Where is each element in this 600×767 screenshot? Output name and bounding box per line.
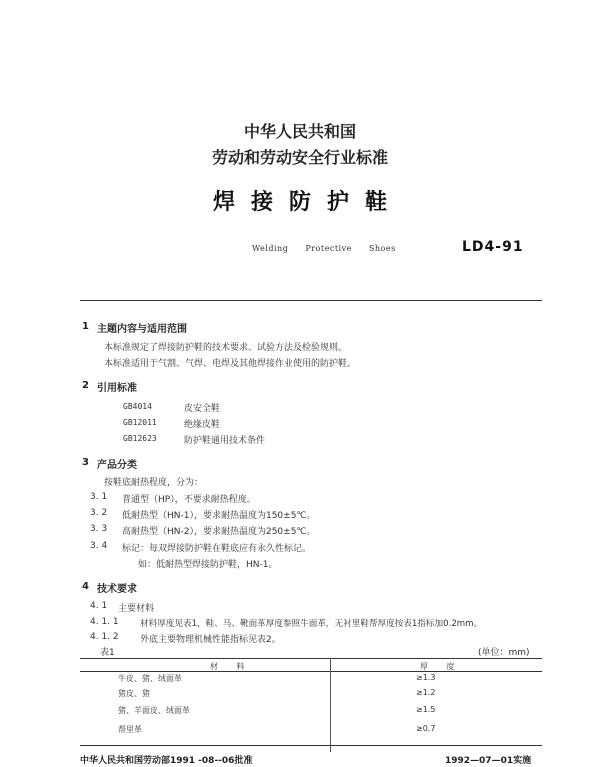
item-number: 3. 1 xyxy=(90,492,108,502)
section-2-heading: 引用标准 xyxy=(97,383,137,394)
title-line-1: 中华人民共和国 xyxy=(243,122,356,141)
section-3-number: 3 xyxy=(82,457,89,468)
section-1-heading: 主题内容与适用范围 xyxy=(97,324,187,335)
table-cell-thickness: ≥1.3 xyxy=(416,673,436,682)
ref-name: 绝缘皮鞋 xyxy=(184,420,221,430)
section-2-number: 2 xyxy=(82,380,89,391)
item-number: 4. 1. 1 xyxy=(90,617,119,627)
table-top-rule xyxy=(80,658,542,659)
header-divider xyxy=(80,300,542,301)
section-4-number: 4 xyxy=(82,581,89,592)
item-text: 标记：每双焊接防护鞋在鞋底应有永久性标记。 xyxy=(122,544,312,554)
item-text: 高耐热型（HN-2），要求耐热温度为250±5℃。 xyxy=(122,527,316,537)
footer-rule xyxy=(80,745,542,746)
item-number: 3. 2 xyxy=(90,508,108,518)
table-cell-thickness: ≥1.5 xyxy=(416,705,436,714)
table-unit: (单位：mm) xyxy=(478,648,530,658)
item-number: 4. 1. 2 xyxy=(90,632,119,642)
section-3-intro: 按鞋底耐热程度，分为： xyxy=(104,478,204,488)
section-4-heading: 技术要求 xyxy=(97,584,137,595)
table-header-thickness: 厚 度 xyxy=(420,662,463,671)
item-number: 3. 4 xyxy=(90,541,108,551)
subsection-heading: 主要材料 xyxy=(118,604,155,614)
ref-code: GB4014 xyxy=(123,402,152,411)
main-title: 焊接防护鞋 xyxy=(212,190,403,215)
table-cell-thickness: ≥0.7 xyxy=(416,724,436,733)
table-cell-thickness: ≥1.2 xyxy=(416,688,436,697)
table-header-material: 材 料 xyxy=(210,662,253,671)
table-cell-material: 猪、羊面皮、绒面革 xyxy=(118,706,190,715)
ref-name: 皮安全鞋 xyxy=(184,404,221,414)
item-number: 3. 3 xyxy=(90,524,108,534)
item-text: 外底主要物理机械性能指标见表2。 xyxy=(140,635,281,645)
ref-name: 防护鞋通用技术条件 xyxy=(184,436,266,446)
section-1-number: 1 xyxy=(82,321,89,332)
item-text: 普通型（HP），不要求耐热程度。 xyxy=(122,495,256,505)
table-cell-material: 猪皮、猪 xyxy=(118,689,150,698)
item-text: 材料厚度见表1，鞋、马、靴面革厚度参照牛面革，无衬里鞋帮厚度按表1指标加0.2mm。 xyxy=(140,619,483,629)
section-3-example: 如：低耐热型焊接防护鞋，HN-1。 xyxy=(138,560,278,570)
subsection-number: 4. 1 xyxy=(90,601,108,611)
ref-code: GB12623 xyxy=(123,434,157,443)
approval-date: 中华人民共和国劳动部1991 -08--06批准 xyxy=(80,756,253,766)
table-column-divider xyxy=(330,658,331,752)
table-caption: 表1 xyxy=(100,648,115,658)
english-title: Welding Protective Shoes xyxy=(252,244,396,253)
implementation-date: 1992—07—01实施 xyxy=(445,756,532,766)
standard-code: LD4-91 xyxy=(462,239,524,255)
title-line-2: 劳动和劳动安全行业标准 xyxy=(211,148,388,167)
table-header-rule xyxy=(80,671,542,672)
section-3-heading: 产品分类 xyxy=(97,460,137,471)
section-1-para-1: 本标准规定了焊接防护鞋的技术要求、试验方法及检验规则。 xyxy=(104,343,348,353)
table-cell-material: 牛皮、猪、绒面革 xyxy=(118,674,182,683)
ref-code: GB12011 xyxy=(123,418,157,427)
item-text: 低耐热型（HN-1），要求耐热温度为150±5℃。 xyxy=(122,511,316,521)
table-cell-material: 帮里革 xyxy=(118,725,142,734)
section-1-para-2: 本标准适用于气割、气焊、电焊及其他焊接作业使用的防护鞋。 xyxy=(104,359,357,369)
